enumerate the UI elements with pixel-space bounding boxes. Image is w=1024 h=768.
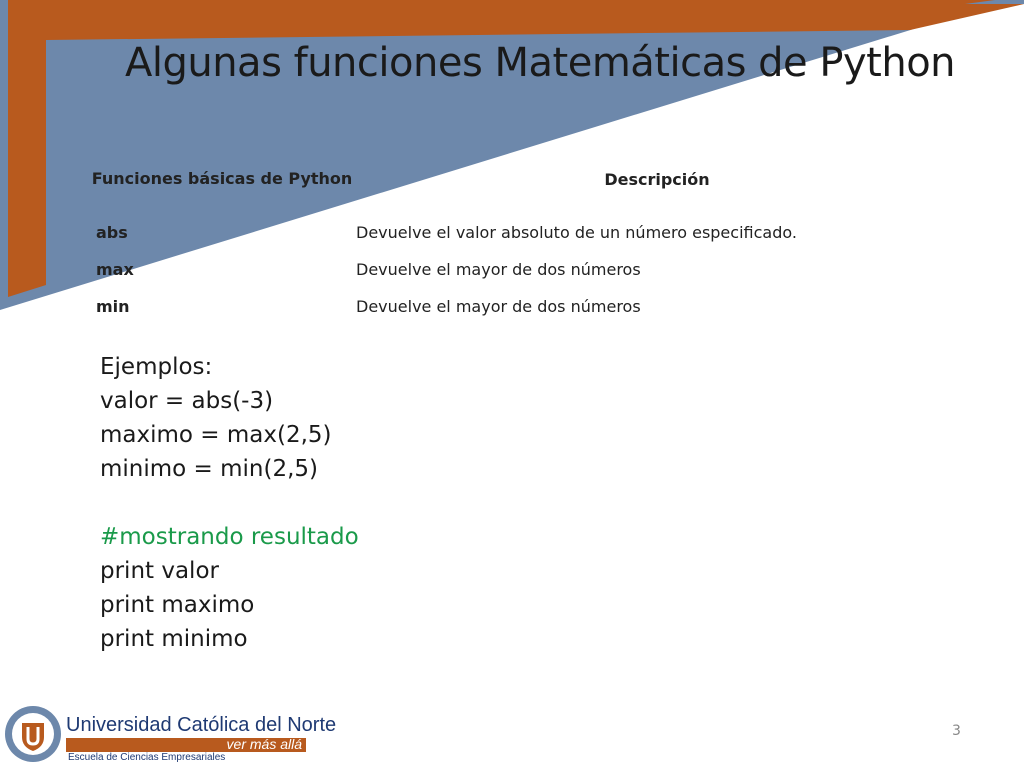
table-row <box>88 288 958 325</box>
function-name: abs <box>96 223 128 242</box>
code-line: minimo = min(2,5) <box>100 456 319 482</box>
column-header-description: Descripción <box>604 169 710 189</box>
function-name: max <box>96 260 134 279</box>
function-description: Devuelve el mayor de dos números <box>356 297 641 316</box>
school-name: Escuela de Ciencias Empresariales <box>68 752 226 763</box>
function-name: min <box>96 297 130 316</box>
examples-block <box>100 350 359 656</box>
code-line: print maximo <box>100 592 255 618</box>
slogan-bar <box>66 738 306 752</box>
table-row <box>88 214 958 251</box>
slogan: ver más allá <box>226 736 302 752</box>
page-number: 3 <box>952 723 961 739</box>
function-description: Devuelve el mayor de dos números <box>356 260 641 279</box>
code-comment: #mostrando resultado <box>100 524 359 550</box>
university-seal-icon <box>4 705 62 763</box>
table-row <box>88 251 958 288</box>
code-line: maximo = max(2,5) <box>100 422 332 448</box>
examples-heading: Ejemplos: <box>100 354 213 380</box>
table-header-row <box>88 144 958 214</box>
slide-title: Algunas funciones Matemáticas de Python <box>124 40 956 86</box>
function-description: Devuelve el valor absoluto de un número especificado. <box>356 223 797 242</box>
column-header-functions: Funciones básicas de Python <box>91 169 353 188</box>
code-line: print valor <box>100 558 219 584</box>
functions-table <box>88 144 958 325</box>
blank-line <box>100 486 359 520</box>
code-line: valor = abs(-3) <box>100 388 274 414</box>
code-line: print minimo <box>100 626 248 652</box>
university-logo <box>0 700 337 768</box>
university-name: Universidad Católica del Norte <box>66 714 337 736</box>
